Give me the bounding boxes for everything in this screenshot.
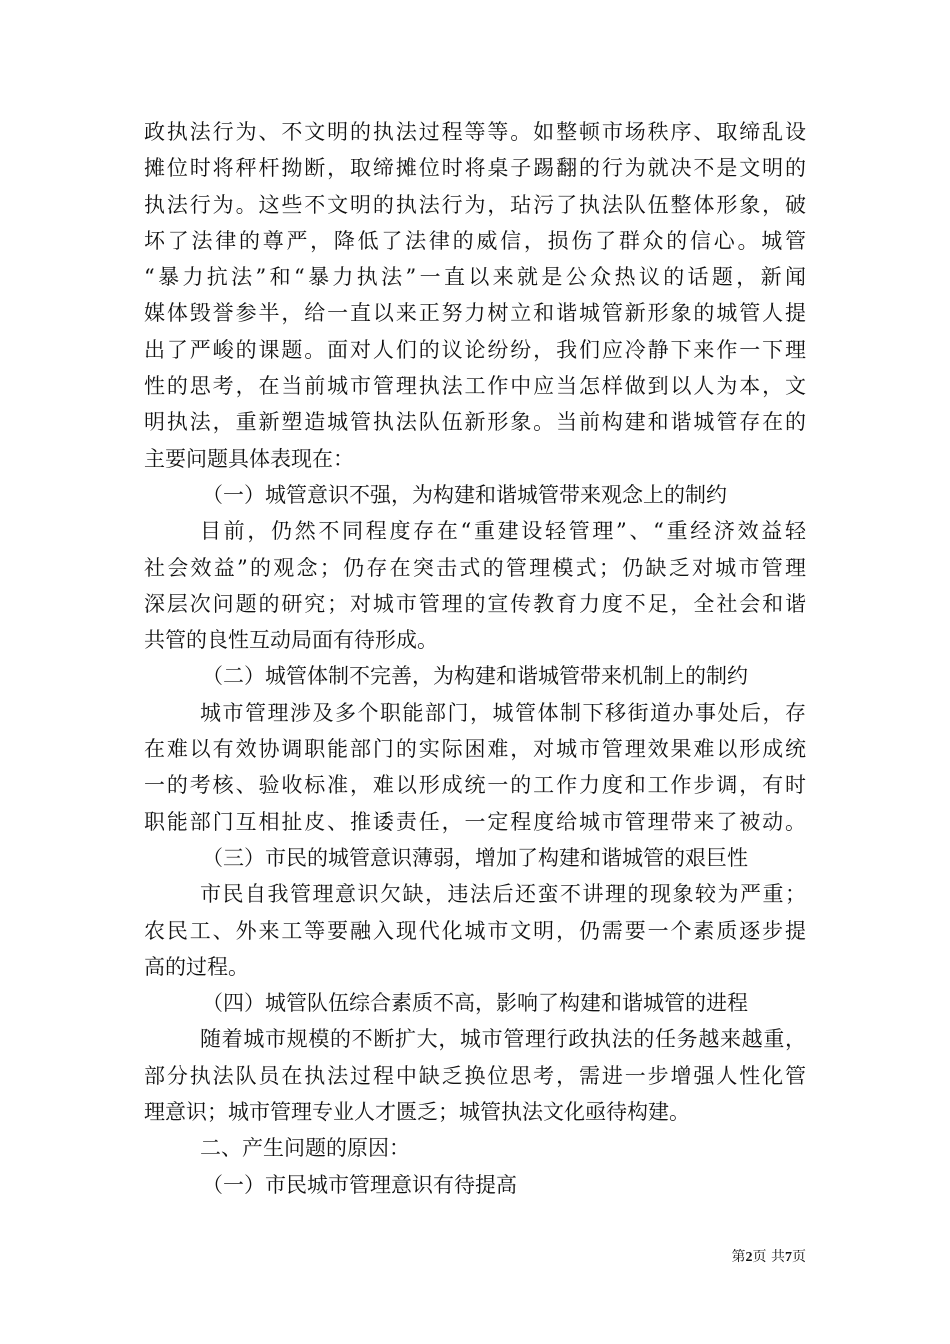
- paragraph-line: 城市管理涉及多个职能部门，城管体制下移街道办事处后，存: [200, 700, 806, 725]
- paragraph-line: 农民工、外来工等要融入现代化城市文明，仍需要一个素质逐步提: [144, 918, 806, 943]
- section-heading: （四）城管队伍综合素质不高，影响了构建和谐城管的进程: [202, 991, 748, 1016]
- page-footer: [732, 1248, 806, 1267]
- footer-prefix: 第: [731, 1249, 746, 1265]
- paragraph-line: 高的过程。: [144, 954, 249, 979]
- paragraph-line: 目前，仍然不同程度存在“重建设轻管理”、“重经济效益轻: [200, 519, 806, 544]
- paragraph-line: 执法行为。这些不文明的执法行为，玷污了执法队伍整体形象，破: [144, 192, 806, 217]
- paragraph-line: 社会效益”的观念；仍存在突击式的管理模式；仍缺乏对城市管理: [144, 555, 806, 580]
- paragraph-line: 二、产生问题的原因：: [200, 1136, 410, 1161]
- paragraph-line: 职能部门互相扯皮、推诿责任，一定程度给城市管理带来了被动。: [144, 809, 806, 834]
- paragraph-line: 在难以有效协调职能部门的实际困难，对城市管理效果难以形成统: [144, 737, 806, 762]
- paragraph-line: “暴力抗法”和“暴力执法”一直以来就是公众热议的话题，新闻: [144, 265, 806, 290]
- paragraph-line: 媒体毁誉参半，给一直以来正努力树立和谐城管新形象的城管人提: [144, 301, 806, 326]
- paragraph-line: 市民自我管理意识欠缺，违法后还蛮不讲理的现象较为严重；: [200, 882, 806, 907]
- footer-suffix: 页: [792, 1249, 806, 1265]
- paragraph-line: 性的思考，在当前城市管理执法工作中应当怎样做到以人为本，文: [144, 374, 806, 399]
- paragraph-line: 坏了法律的尊严，降低了法律的威信，损伤了群众的信心。城管: [144, 228, 806, 253]
- paragraph-line: 理意识；城市管理专业人才匮乏；城管执法文化亟待构建。: [144, 1100, 690, 1125]
- paragraph-line: 摊位时将秤杆拗断，取缔摊位时将桌子踢翻的行为就决不是文明的: [144, 156, 806, 181]
- paragraph-line: 一的考核、验收标准，难以形成统一的工作力度和工作步调，有时: [144, 773, 806, 798]
- section-heading: （一）市民城市管理意识有待提高: [202, 1172, 517, 1197]
- section-heading: （二）城管体制不完善，为构建和谐城管带来机制上的制约: [202, 664, 748, 689]
- section-heading: （三）市民的城管意识薄弱，增加了构建和谐城管的艰巨性: [202, 845, 748, 870]
- paragraph-line: 深层次问题的研究；对城市管理的宣传教育力度不足，全社会和谐: [144, 591, 806, 616]
- document-body: [144, 114, 806, 1203]
- total-pages: 7: [785, 1250, 792, 1265]
- paragraph-line: 政执法行为、不文明的执法过程等等。如整顿市场秩序、取缔乱设: [144, 120, 806, 144]
- paragraph-line: 共管的良性互动局面有待形成。: [144, 628, 438, 653]
- footer-middle: 页 共: [752, 1249, 785, 1265]
- paragraph-line: 随着城市规模的不断扩大，城市管理行政执法的任务越来越重，: [200, 1027, 806, 1052]
- paragraph-line: 出了严峻的课题。面对人们的议论纷纷，我们应冷静下来作一下理: [144, 337, 806, 362]
- page-number: 2: [745, 1250, 753, 1265]
- paragraph-line: 主要问题具体表现在：: [144, 446, 354, 471]
- paragraph-line: 明执法，重新塑造城管执法队伍新形象。当前构建和谐城管存在的: [144, 410, 806, 435]
- paragraph-line: 部分执法队员在执法过程中缺乏换位思考，需进一步增强人性化管: [144, 1063, 806, 1088]
- section-heading: （一）城管意识不强，为构建和谐城管带来观念上的制约: [202, 482, 727, 507]
